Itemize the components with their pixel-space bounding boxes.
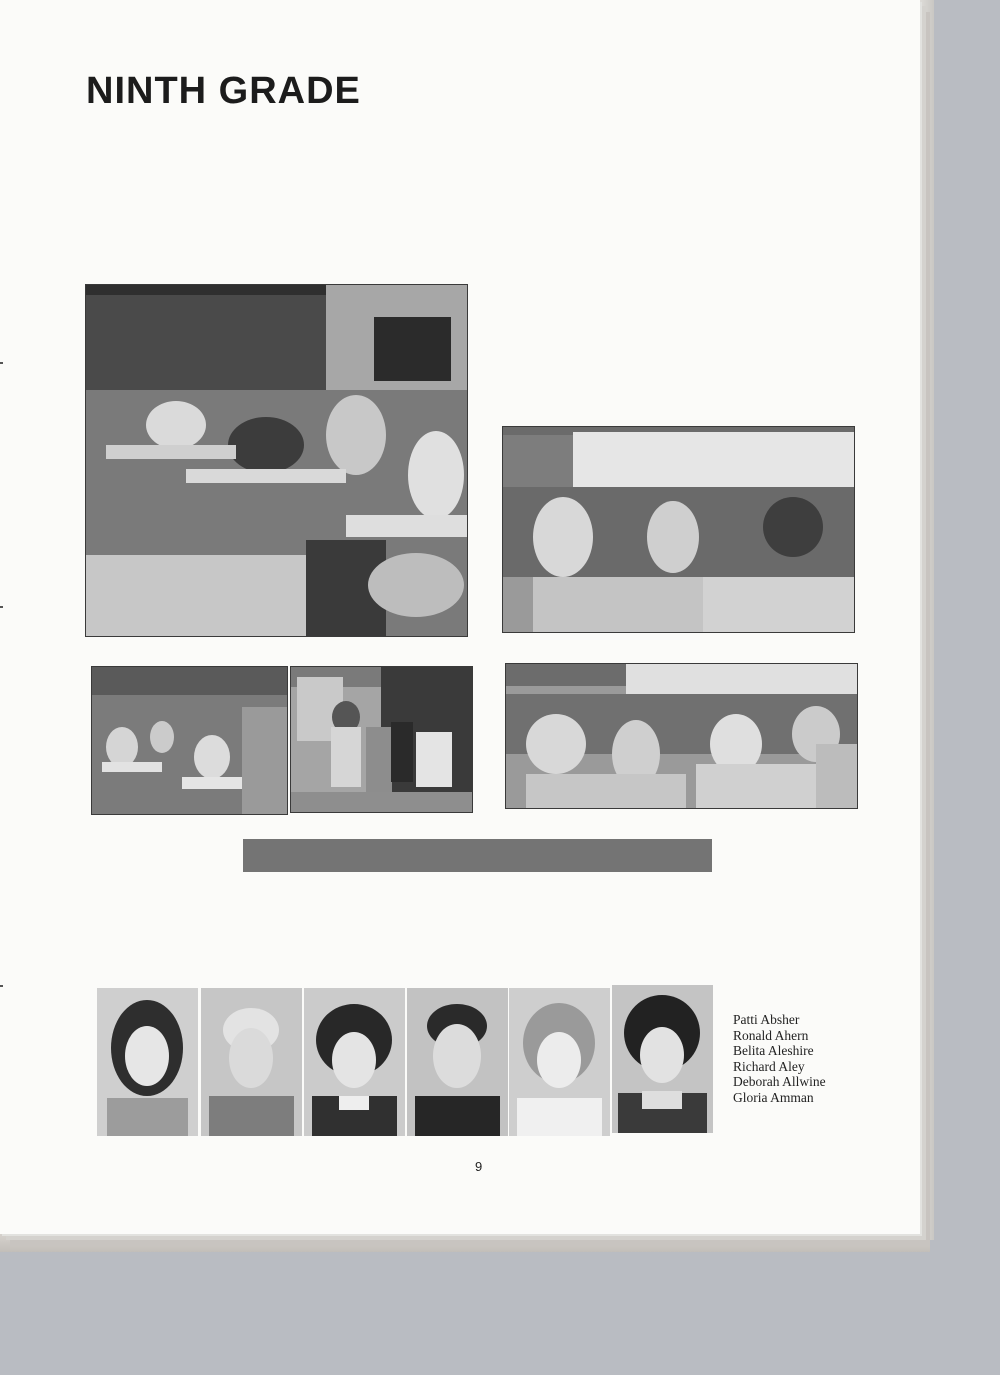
student-name: Gloria Amman xyxy=(733,1089,814,1105)
portrait-photo xyxy=(612,985,713,1133)
portrait-photo xyxy=(97,988,198,1136)
classroom-photo-large xyxy=(85,284,468,637)
student-name-list xyxy=(733,1012,826,1105)
binding-mark xyxy=(0,362,3,364)
student-name: Deborah Allwine xyxy=(733,1074,826,1089)
student-name: Belita Aleshire xyxy=(733,1043,814,1058)
student-name: Patti Absher xyxy=(733,1012,800,1027)
binding-mark xyxy=(0,985,3,987)
gray-divider-bar xyxy=(243,839,712,872)
page-bottom-edge xyxy=(0,1234,930,1252)
page-number: 9 xyxy=(475,1159,483,1174)
portrait-photo xyxy=(407,988,508,1136)
student-name: Ronald Ahern xyxy=(733,1027,809,1043)
classroom-photo-right xyxy=(502,426,855,633)
portrait-photo xyxy=(304,988,405,1136)
portrait-photo xyxy=(201,988,302,1136)
binding-mark xyxy=(0,606,3,608)
hallway-photo xyxy=(290,666,473,813)
classroom-photo-small-left xyxy=(91,666,288,815)
student-name: Richard Aley xyxy=(733,1058,805,1074)
page-side-edge xyxy=(920,0,934,1240)
page-title: NINTH GRADE xyxy=(86,70,361,112)
classroom-photo-small-right xyxy=(505,663,858,809)
portrait-photo xyxy=(509,988,610,1136)
